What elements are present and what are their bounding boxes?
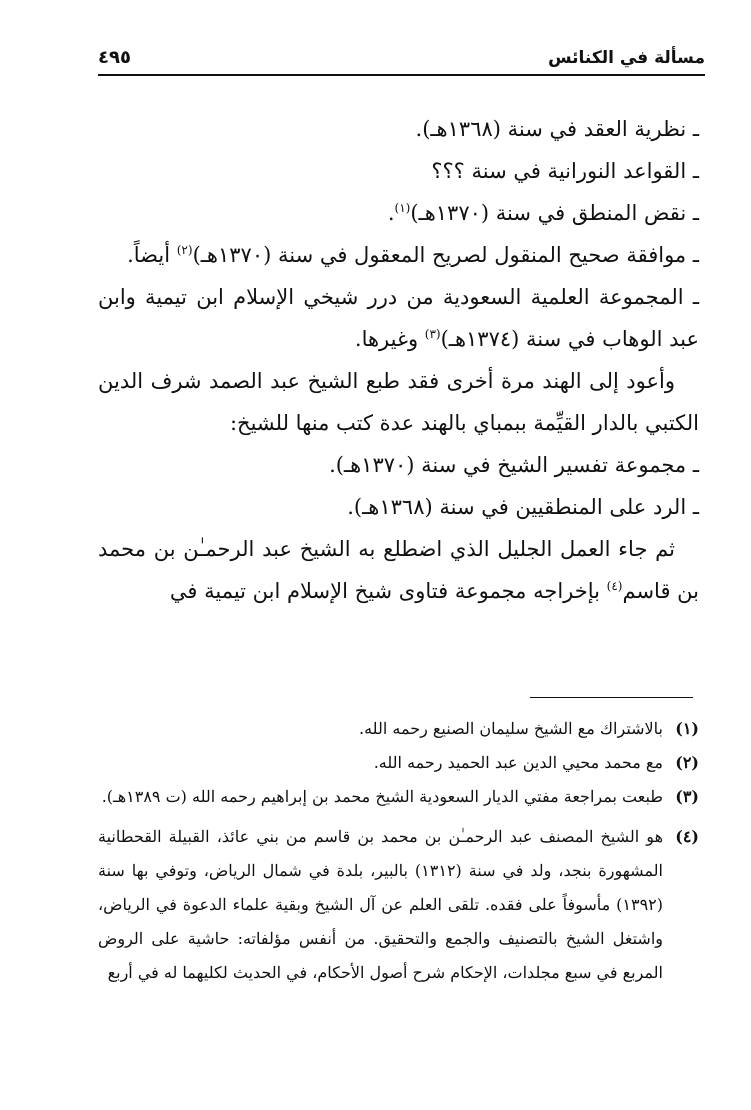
paragraph: ثم جاء العمل الجليل الذي اضطلع به الشيخ عبد الرحمـٰن بن محمد بن قاسم$^{(٤)}$ بإخراجه مجموعة فتاوى شيخ الإسلام ابن تيمية في <box>98 537 699 603</box>
list-item: ـ مجموعة تفسير الشيخ في سنة (١٣٧٠هـ). <box>329 453 699 477</box>
footnote-ref: (١) <box>394 201 411 215</box>
footnote-text: بالاشتراك مع الشيخ سليمان الصنيع رحمه الله. <box>359 719 663 738</box>
footnote-ref: (٣) <box>424 327 441 341</box>
footnote-text: هو الشيخ المصنف عبد الرحمـٰن بن محمد بن قاسم من بني عائذ، القبيلة القحطانية المشهورة بنجد، ولد في سنة (١٣١٢) بالبير، بلدة في شمال الرياض، وتوفي بها سنة (١٣٩٢) مأسوفاً على فقده. تلقى العلم عن آل الشيخ وبقية علماء الدعوة في الرياض، واشتغل الشيخ بالتصنيف والجمع والتحقيق. من أنفس مؤلفاته: حاشية على الروض المربع في سبع مجلدات، الإحكام شرح أصول الأحكام، في الحديث لكليهما له في أربع <box>98 827 663 982</box>
footnote <box>98 780 699 814</box>
footnote-number: (١) <box>675 719 699 738</box>
footnote-ref: (٤) <box>606 579 623 593</box>
list-item: ـ المجموعة العلمية السعودية من درر شيخي الإسلام ابن تيمية وابن عبد الوهاب في سنة (١٣٧٤هـ)$^{(٣)}$ وغيرها. <box>98 285 699 351</box>
list-item: ـ نقض المنطق في سنة (١٣٧٠هـ)$^{(١)}$. <box>387 201 699 225</box>
paragraph: وأعود إلى الهند مرة أخرى فقد طبع الشيخ عبد الصمد شرف الدين الكتبي بالدار القيِّمة ببمباي بالهند عدة كتب منها للشيخ: <box>98 369 699 435</box>
main-text <box>98 108 699 612</box>
footnotes <box>98 712 699 990</box>
footnote-text: مع محمد محيي الدين عبد الحميد رحمه الله. <box>373 753 663 772</box>
list-item: ـ الرد على المنطقيين في سنة (١٣٦٨هـ). <box>347 495 699 519</box>
footnote <box>98 712 699 746</box>
footnote <box>98 820 699 990</box>
footnote-number: (٤) <box>675 827 699 846</box>
footnote-text: طبعت بمراجعة مفتي الديار السعودية الشيخ محمد بن إبراهيم رحمه الله (ت ١٣٨٩هـ). <box>101 787 663 806</box>
list-item: ـ القواعد النورانية في سنة ؟؟؟ <box>431 159 699 183</box>
footnote-ref: (٢) <box>176 243 193 257</box>
list-item: ـ موافقة صحيح المنقول لصريح المعقول في سنة (١٣٧٠هـ)$^{(٢)}$ أيضاً. <box>127 243 699 267</box>
page-number: ٤٩٥ <box>98 47 131 68</box>
footnote-number: (٣) <box>675 787 699 806</box>
list-item: ـ نظرية العقد في سنة (١٣٦٨هـ). <box>415 117 699 141</box>
footnote-number: (٢) <box>675 753 699 772</box>
footnote-separator <box>530 697 693 698</box>
page-header <box>98 46 705 76</box>
running-title: مسألة في الكنائس <box>548 48 705 68</box>
footnote <box>98 746 699 780</box>
